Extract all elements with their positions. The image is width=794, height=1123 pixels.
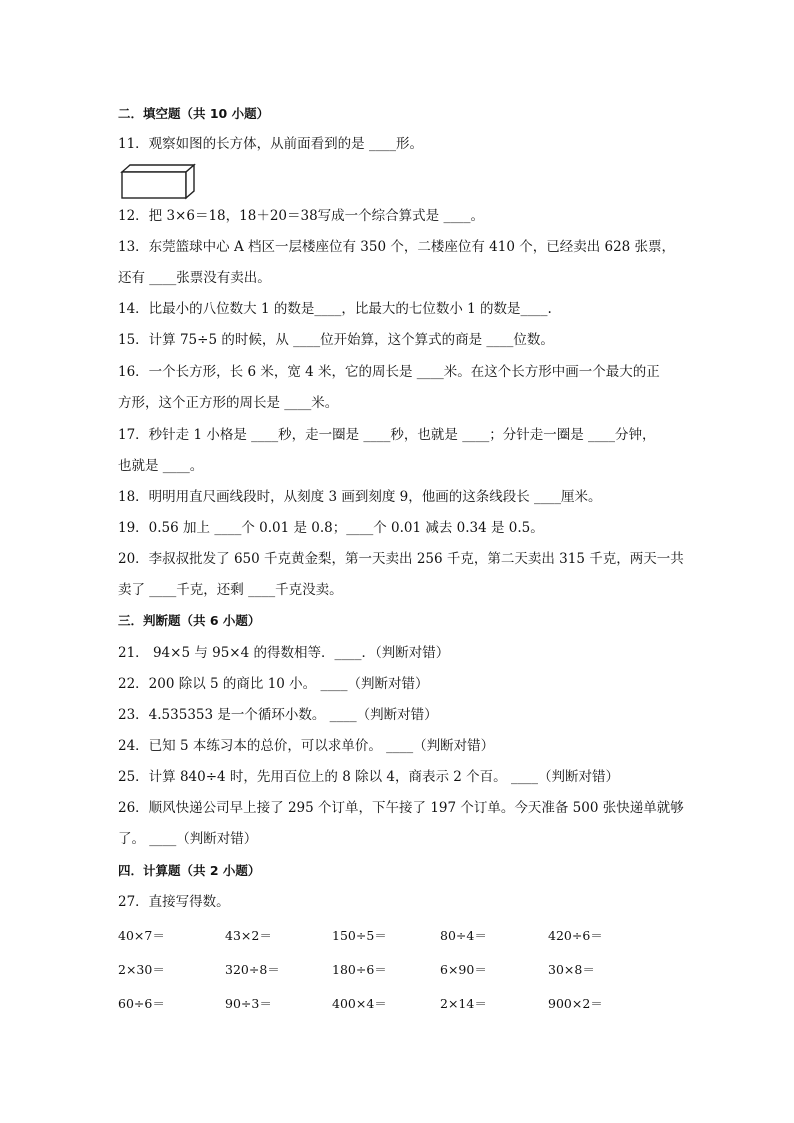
question-21: 21． 94×5 与 95×4 的得数相等．____．（判断对错） — [118, 645, 450, 661]
section-heading-fill-in: 二．填空题（共 10 小题） — [118, 106, 270, 121]
calc-item: 2×14＝ — [440, 996, 487, 1011]
section-heading-true-false: 三．判断题（共 6 小题） — [118, 613, 261, 628]
question-26-line-2: 了。 ____（判断对错） — [118, 831, 258, 847]
calc-item: 150÷5＝ — [332, 928, 387, 943]
calc-item: 320÷8＝ — [225, 962, 280, 977]
calc-item: 90÷3＝ — [225, 996, 272, 1011]
question-13-line-2: 还有 ____张票没有卖出。 — [118, 270, 271, 286]
question-20-line-2: 卖了 ____千克，还剩 ____千克没卖。 — [118, 582, 343, 598]
calc-item: 180÷6＝ — [332, 962, 387, 977]
question-19: 19．0.56 加上 ____个 0.01 是 0.8；____个 0.01 减去 0.34 是 0.5。 — [118, 520, 544, 536]
calc-item: 43×2＝ — [225, 928, 272, 943]
calc-item: 40×7＝ — [118, 928, 165, 943]
calc-item: 30×8＝ — [548, 962, 595, 977]
question-24: 24．已知 5 本练习本的总价，可以求单价。 ____（判断对错） — [118, 738, 495, 754]
calc-item: 900×2＝ — [548, 996, 603, 1011]
calc-item: 80÷4＝ — [440, 928, 487, 943]
question-11: 11．观察如图的长方体，从前面看到的是 ____形。 — [118, 136, 423, 152]
question-17-line-1: 17．秒针走 1 小格是 ____秒，走一圈是 ____秒，也就是 ____；分针走一圈是 ____分钟， — [118, 427, 656, 443]
question-20-line-1: 20．李叔叔批发了 650 千克黄金梨，第一天卖出 256 千克，第二天卖出 315 千克，两天一共 — [118, 551, 684, 567]
question-16-line-2: 方形，这个正方形的周长是 ____米。 — [118, 395, 339, 411]
question-22: 22．200 除以 5 的商比 10 小。 ____（判断对错） — [118, 676, 429, 692]
question-18: 18．明明用直尺画线段时，从刻度 3 画到刻度 9，他画的这条线段长 ____厘米。 — [118, 489, 602, 505]
question-23: 23．4.535353 是一个循环小数。 ____（判断对错） — [118, 707, 438, 723]
question-15: 15．计算 75÷5 的时候，从 ____位开始算，这个算式的商是 ____位数。 — [118, 332, 554, 348]
calc-item: 400×4＝ — [332, 996, 387, 1011]
calc-item: 2×30＝ — [118, 962, 165, 977]
calc-item: 420÷6＝ — [548, 928, 603, 943]
question-12: 12．把 3×6＝18，18＋20＝38写成一个综合算式是 ____。 — [118, 208, 484, 224]
question-14: 14．比最小的八位数大 1 的数是____，比最大的七位数小 1 的数是____. — [118, 301, 552, 317]
question-17-line-2: 也就是 ____。 — [118, 458, 204, 474]
question-26-line-1: 26．顺风快递公司早上接了 295 个订单，下午接了 197 个订单。今天准备 500 张快递单就够 — [118, 800, 684, 816]
calc-item: 60÷6＝ — [118, 996, 165, 1011]
cuboid-figure — [118, 162, 198, 202]
calc-item: 6×90＝ — [440, 962, 487, 977]
question-13-line-1: 13．东莞篮球中心 A 档区一层楼座位有 350 个，二楼座位有 410 个，已经卖出 628 张票， — [118, 239, 676, 255]
question-16-line-1: 16．一个长方形，长 6 米，宽 4 米，它的周长是 ____米。在这个长方形中画一个最大的正 — [118, 364, 660, 380]
section-heading-calculation: 四．计算题（共 2 小题） — [118, 863, 261, 878]
question-27: 27．直接写得数。 — [118, 894, 230, 910]
question-25: 25．计算 840÷4 时，先用百位上的 8 除以 4，商表示 2 个百。 ____（判断对错） — [118, 769, 619, 785]
